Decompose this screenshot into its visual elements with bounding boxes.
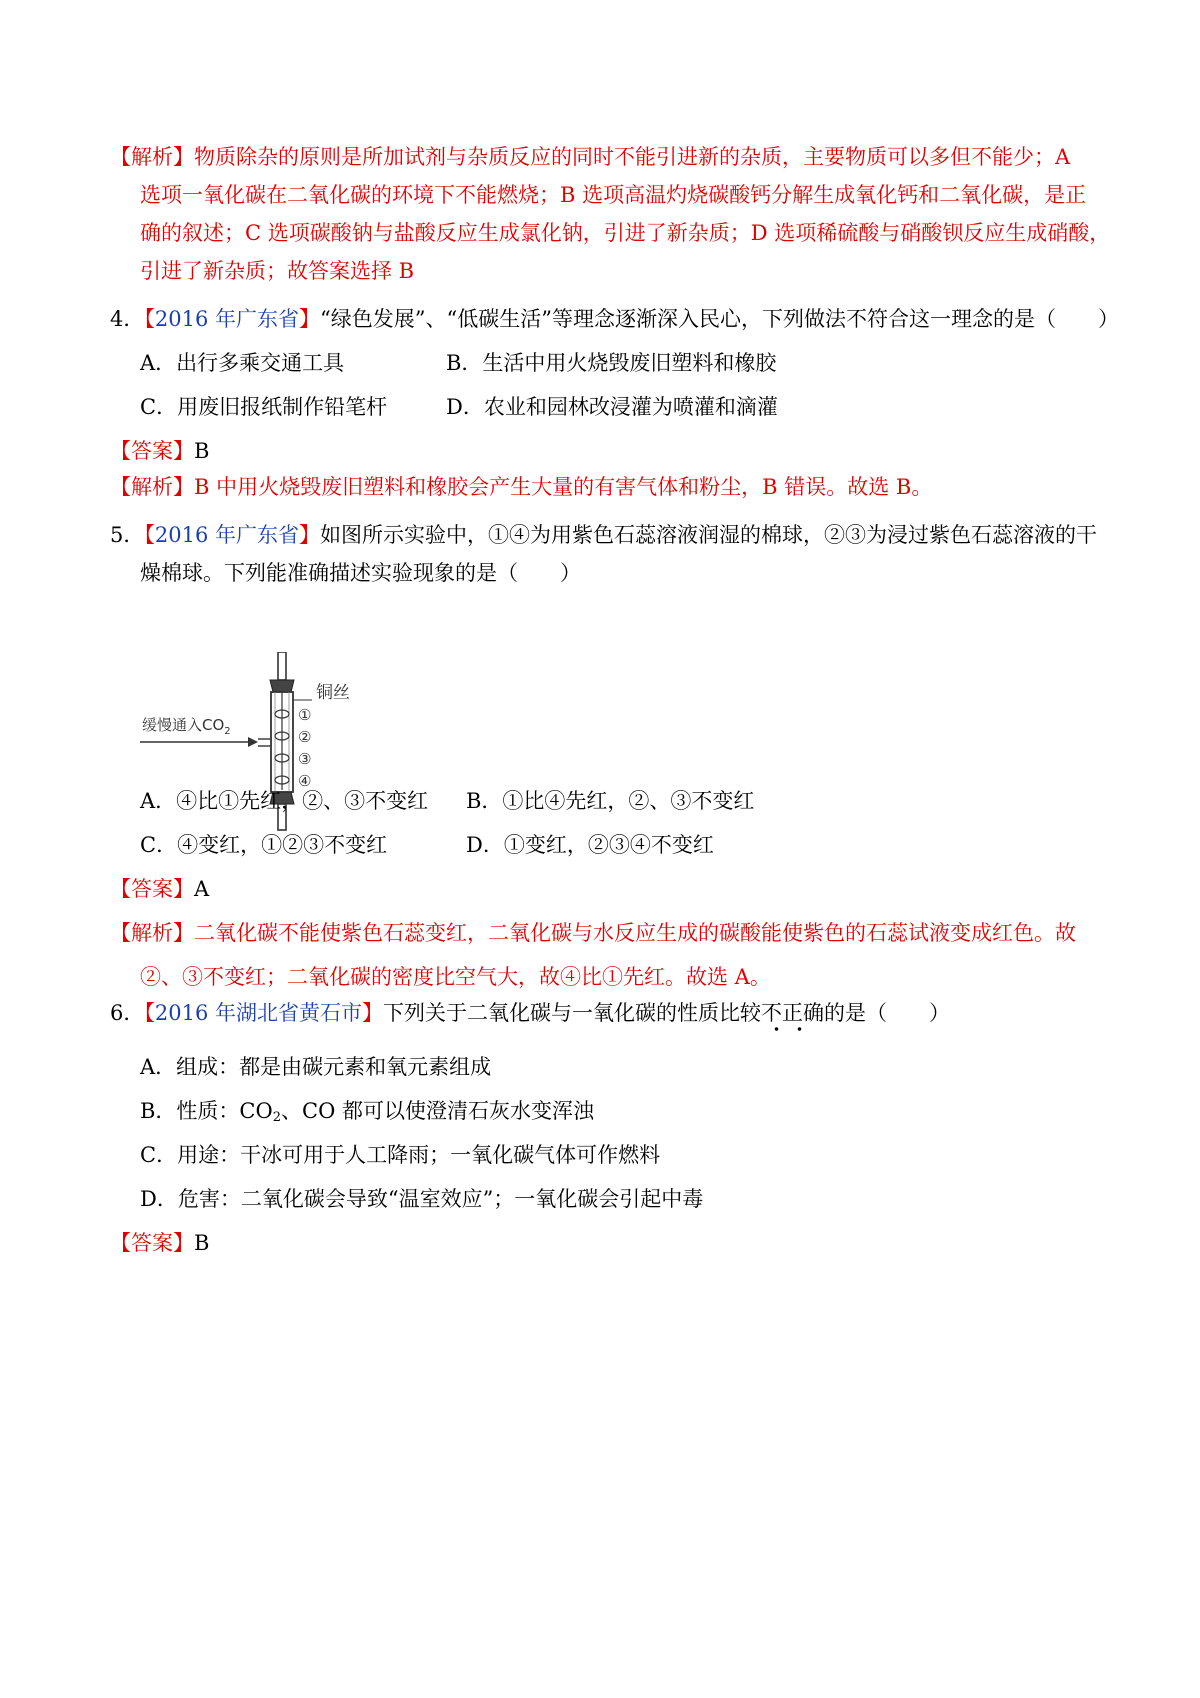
arrow-icon [248, 737, 258, 747]
q3-analysis-line-1 [110, 142, 1070, 172]
q5-analysis-text-1: 二氧化碳不能使紫色石蕊变红，二氧化碳与水反应生成的碳酸能使紫色的石蕊试液变成红色。故 [194, 921, 1076, 945]
q6-source: 2016 年湖北省黄石市 [154, 1001, 362, 1025]
q4-source: 2016 年广东省 [154, 307, 299, 331]
q4-answer-tag: 【答案】 [110, 439, 194, 463]
q4-stem [110, 304, 1119, 334]
ball-label-1: ① [298, 706, 312, 724]
q6-source-open: 【 [144, 1001, 155, 1025]
q4-source-close: 】 [299, 307, 320, 331]
q5-source-close: 】 [299, 523, 320, 547]
q5-stem-line-2: 燥棉球。下列能准确描述实验现象的是（ ） [140, 561, 581, 585]
q5-option-a: A．④比①先红，②、③不变红 [140, 789, 429, 813]
q6-option-b-sub: 2 [272, 1110, 281, 1125]
ball-label-3: ③ [298, 750, 312, 768]
q6-answer [110, 1228, 209, 1258]
top-tube [278, 652, 286, 680]
ball-label-2: ② [298, 728, 312, 746]
wire-label: 铜丝 [316, 683, 350, 703]
q6-option-d: D．危害：二氧化碳会导致“温室效应”；一氧化碳会引起中毒 [140, 1187, 704, 1211]
q4-analysis-tag: 【解析】 [110, 475, 194, 499]
q6-stem-pre: 下列关于二氧化碳与一氧化碳的性质比较 [383, 1001, 761, 1025]
q5-answer-value: A [194, 877, 210, 901]
q6-answer-tag: 【答案】 [110, 1231, 194, 1255]
q6-stem-post: 的是（ ） [824, 1001, 950, 1025]
q3-analysis-tag: 【解析】 [110, 145, 194, 169]
inlet-label: 缓慢通入$CO_2$ [142, 716, 231, 737]
q3-analysis-line-2: 选项一氧化碳在二氧化碳的环境下不能燃烧；B 选项高温灼烧碳酸钙分解生成氧化钙和二氧化碳，是正 [140, 183, 1087, 207]
q5-stem-line-1 [110, 520, 1097, 550]
q5-analysis-tag: 【解析】 [110, 921, 194, 945]
q3-analysis-text-1: 物质除杂的原则是所加试剂与杂质反应的同时不能引进新的杂质，主要物质可以多但不能少；A [194, 145, 1071, 169]
q4-answer-value: B [194, 439, 210, 463]
q5-analysis-line-1 [110, 918, 1076, 948]
q4-analysis-text: B 中用火烧毁废旧塑料和橡胶会产生大量的有害气体和粉尘，B 错误。故选 B。 [194, 475, 933, 499]
q5-source-open: 【 [144, 523, 155, 547]
q6-source-close: 】 [362, 1001, 383, 1025]
q5-answer-tag: 【答案】 [110, 877, 194, 901]
q5-option-b: B．①比④先红，②、③不变红 [466, 789, 755, 813]
q4-option-c: C．用废旧报纸制作铅笔杆 [140, 395, 388, 419]
q5-option-d: D．①变红，②③④不变红 [466, 833, 714, 857]
q4-option-d: D．农业和园林改浸灌为喷灌和滴灌 [446, 395, 778, 419]
q6-option-b-post: 、CO 都可以使澄清石灰水变浑浊 [281, 1099, 594, 1123]
q6-option-b-pre: B．性质：CO [140, 1099, 273, 1123]
q6-answer-value: B [194, 1231, 210, 1255]
q6-stem-emphasis: 不正确 [761, 1001, 824, 1025]
q4-option-a: A．出行多乘交通工具 [140, 351, 345, 375]
q3-analysis-line-3: 确的叙述；C 选项碳酸钠与盐酸反应生成氯化钠，引进了新杂质；D 选项稀硫酸与硝酸钡反应生成硝酸， [140, 221, 1111, 245]
q4-number: 4． [110, 307, 145, 331]
q5-source: 2016 年广东省 [154, 523, 299, 547]
q5-answer [110, 874, 209, 904]
q4-option-b: B．生活中用火烧毁废旧塑料和橡胶 [446, 351, 777, 375]
q5-stem-text-1: 如图所示实验中，①④为用紫色石蕊溶液润湿的棉球，②③为浸过紫色石蕊溶液的干 [320, 523, 1097, 547]
q5-option-c: C．④变红，①②③不变红 [140, 833, 388, 857]
q4-stem-text: “绿色发展”、“低碳生活”等理念逐渐深入民心，下列做法不符合这一理念的是（ ） [320, 307, 1119, 331]
q6-stem [110, 998, 950, 1028]
ball-label-4: ④ [298, 772, 312, 790]
q4-analysis [110, 472, 932, 502]
q6-option-c: C．用途：干冰可用于人工降雨；一氧化碳气体可作燃料 [140, 1143, 661, 1167]
q4-answer [110, 436, 209, 466]
q6-number: 6． [110, 1001, 145, 1025]
q6-option-a: A．组成：都是由碳元素和氧元素组成 [140, 1055, 492, 1079]
q5-analysis-line-2: ②、③不变红；二氧化碳的密度比空气大，故④比①先红。故选 A。 [140, 965, 771, 989]
q5-number: 5． [110, 523, 145, 547]
q3-analysis-line-4: 引进了新杂质；故答案选择 B [140, 259, 415, 283]
q4-source-open: 【 [144, 307, 155, 331]
q6-option-b [140, 1096, 594, 1133]
top-stopper [270, 680, 294, 692]
